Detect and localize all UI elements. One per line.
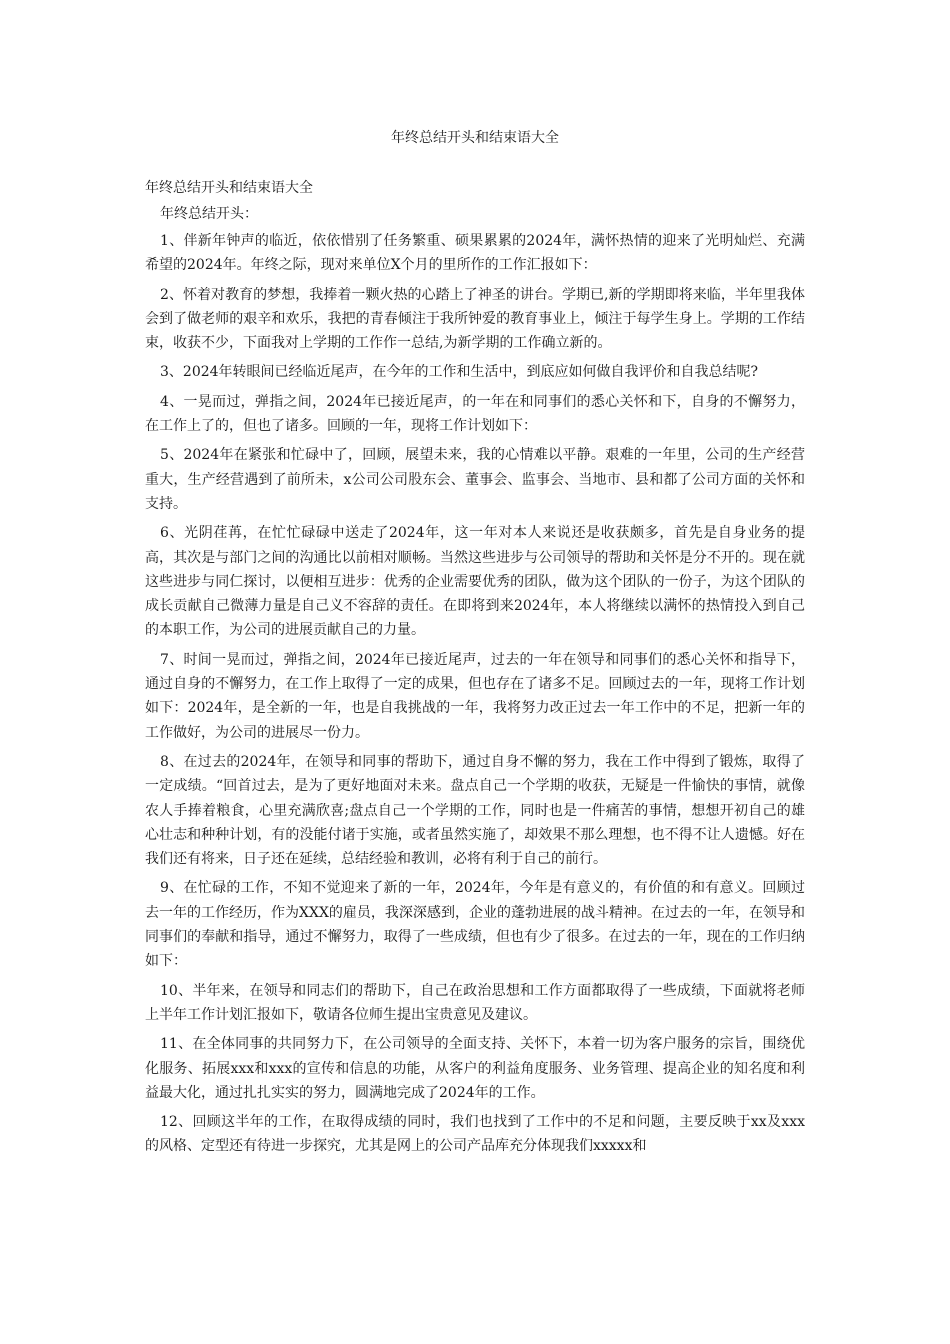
- paragraph-10: 10、半年来，在领导和同志们的帮助下，自己在政治思想和工作方面都取得了一些成绩，下面就将老师上半年工作计划汇报如下，敬请各位师生提出宝贵意见及建议。: [145, 982, 805, 1023]
- section-heading: 年终总结开头：: [160, 206, 258, 222]
- document-page: [145, 128, 805, 1164]
- paragraph-7: 7、时间一晃而过，弹指之间，2024年已接近尾声，过去的一年在领导和同事们的悉心关怀和指导下，通过自身的不懈努力，在工作上取得了一定的成果，但也存在了诸多不足。回顾过去的一年，现将工作计划如下：2024年，是全新的一年，也是自我挑战的一年，我将努力改正过去一年工作中的不足，把新一年的工作做好，为公司的进展尽一份力。: [145, 651, 805, 741]
- document-subtitle: 年终总结开头和结束语大全: [145, 180, 313, 196]
- paragraph-2: 2、怀着对教育的梦想，我捧着一颗火热的心踏上了神圣的讲台。学期已,新的学期即将来临，半年里我体会到了做老师的艰辛和欢乐，我把的青春倾注于我所钟爱的教育事业上，倾注于每学生身上。学期的工作结束，收获不少，下面我对上学期的工作作一总结,为新学期的工作确立新的。: [145, 286, 805, 352]
- paragraph-4: 4、一晃而过，弹指之间，2024年已接近尾声，的一年在和同事们的悉心关怀和下，自身的不懈努力，在工作上了的，但也了诸多。回顾的一年，现将工作计划如下：: [145, 393, 805, 435]
- paragraph-3: 3、2024年转眼间已经临近尾声，在今年的工作和生活中，到底应如何做自我评价和自我总结呢?: [160, 364, 759, 381]
- paragraph-8: 8、在过去的2024年，在领导和同事的帮助下，通过自身不懈的努力，我在工作中得到了锻炼，取得了一定成绩。“回首过去，是为了更好地面对未来。盘点自己一个学期的收获，无疑是一件愉快的事情，就像农人手捧着粮食，心里充满欣喜;盘点自己一个学期的工作，同时也是一件痛苦的事情，想想开初自己的雄心壮志和种种计划，有的没能付诸于实施，或者虽然实施了，却效果不那么理想，也不得不让人遗憾。好在我们还有将来，日子还在延续，总结经验和教训，必将有利于自己的前行。: [145, 753, 805, 868]
- paragraph-9: 9、在忙碌的工作，不知不觉迎来了新的一年，2024年，今年是有意义的，有价值的和有意义。回顾过去一年的工作经历，作为XXX的雇员，我深深感到，企业的蓬勃进展的战斗精神。在过去的一年，在领导和同事们的奉献和指导，通过不懈努力，取得了一些成绩，但也有少了很多。在过去的一年，现在的工作归纳如下：: [145, 880, 805, 970]
- document-title: 年终总结开头和结束语大全: [391, 130, 559, 146]
- paragraph-12: 12、回顾这半年的工作，在取得成绩的同时，我们也找到了工作中的不足和问题，主要反映于xx及xxx的风格、定型还有待进一步探究，尤其是网上的公司产品库充分体现我们xxxxx和: [145, 1114, 805, 1155]
- paragraph-5: 5、2024年在紧张和忙碌中了，回顾，展望未来，我的心情难以平静。艰难的一年里，公司的生产经营重大，生产经营遇到了前所未，x公司公司股东会、董事会、监事会、当地市、县和都了公司方面的关怀和支持。: [145, 447, 805, 512]
- paragraph-6: 6、光阴荏苒，在忙忙碌碌中送走了2024年，这一年对本人来说还是收获颇多，首先是自身业务的提高，其次是与部门之间的沟通比以前相对顺畅。当然这些进步与公司领导的帮助和关怀是分不开的。现在就这些进步与同仁探讨，以便相互进步：优秀的企业需要优秀的团队，做为这个团队的一份子，为这个团队的成长贡献自己微薄力量是自己义不容辞的责任。在即将到来2024年，本人将继续以满怀的热情投入到自己的本职工作，为公司的进展贡献自己的力量。: [145, 525, 805, 639]
- paragraph-11: 11、在全体同事的共同努力下，在公司领导的全面支持、关怀下，本着一切为客户服务的宗旨，围绕优化服务、拓展xxx和xxx的宣传和信息的功能，从客户的利益角度服务、业务管理、提高企业的知名度和利益最大化，通过扎扎实实的努力，圆满地完成了2024年的工作。: [145, 1036, 805, 1101]
- paragraph-1: 1、伴新年钟声的临近，依依惜别了任务繁重、硕果累累的2024年，满怀热情的迎来了光明灿烂、充满希望的2024年。年终之际，现对来单位X个月的里所作的工作汇报如下：: [145, 233, 805, 274]
